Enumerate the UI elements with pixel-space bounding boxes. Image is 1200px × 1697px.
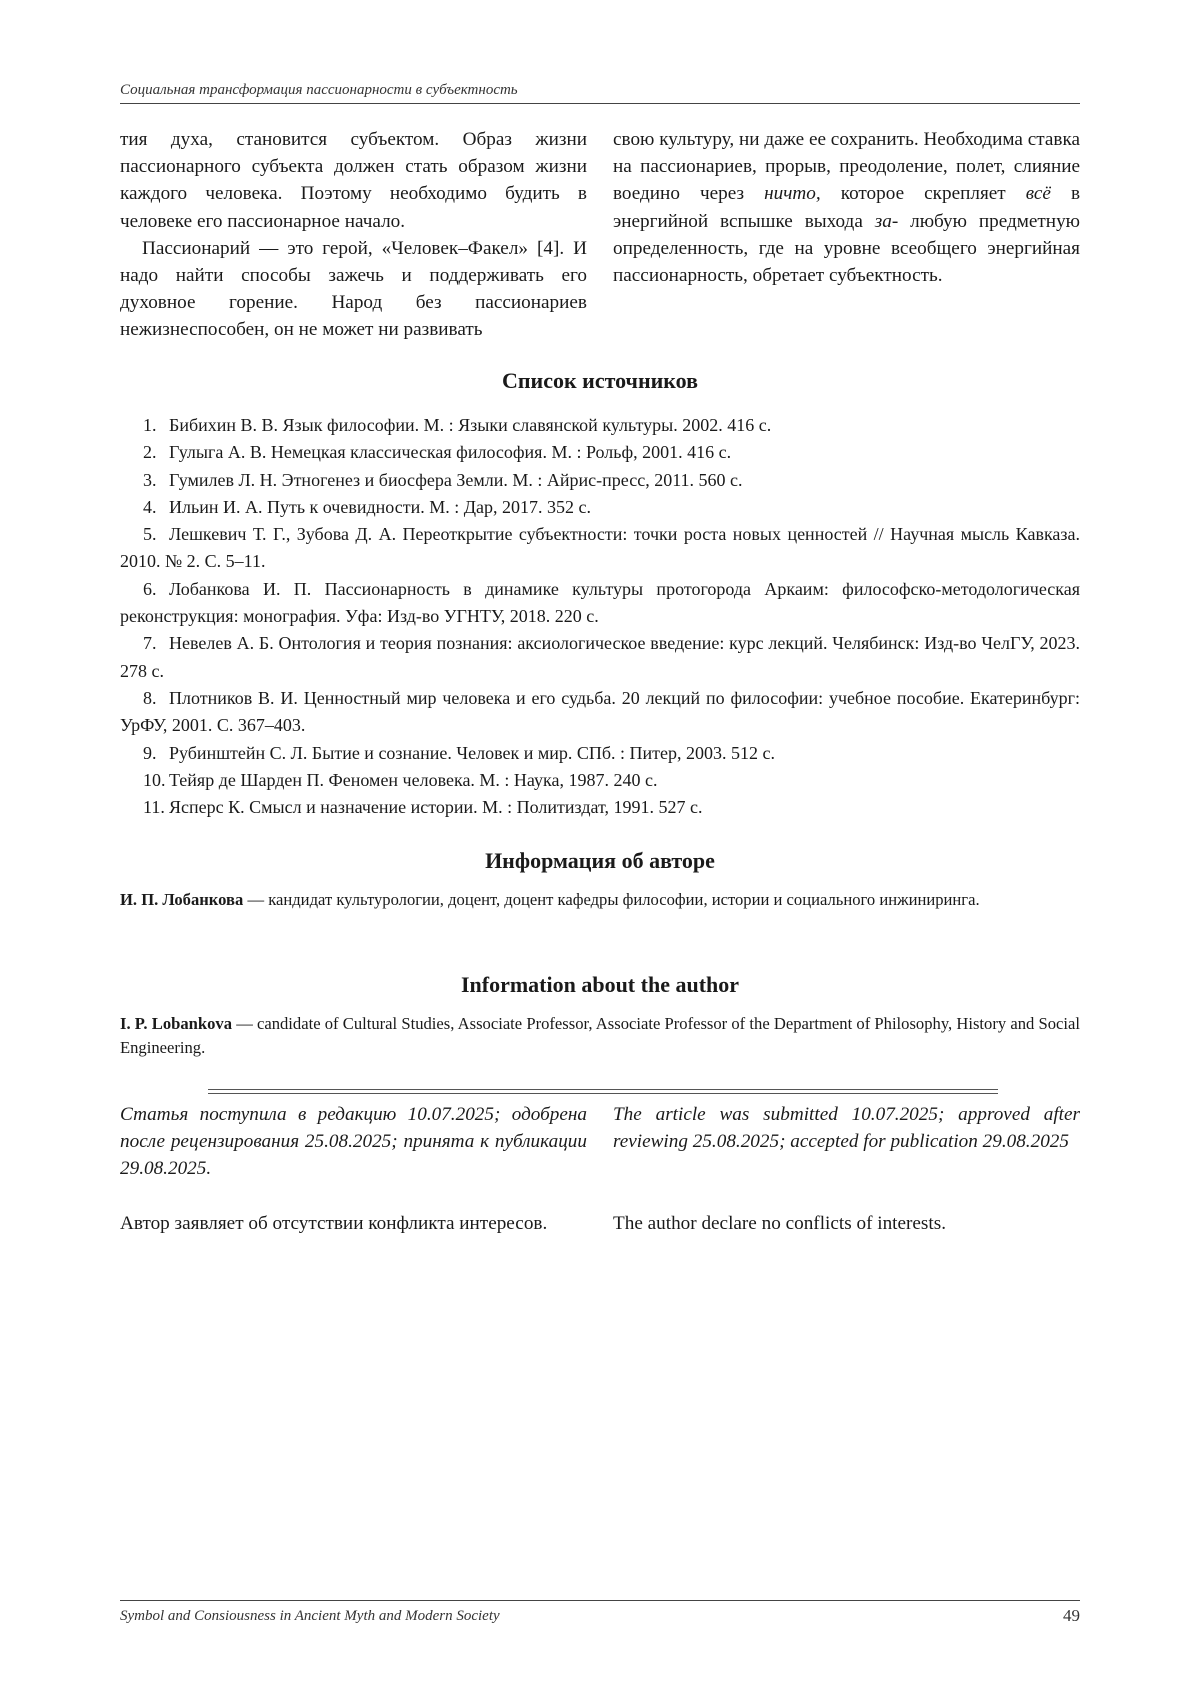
body-right-column (613, 126, 1080, 344)
reference-item (120, 521, 1080, 576)
emphasis: ничто, (764, 183, 821, 205)
reference-item (120, 439, 1080, 466)
reference-text: Гулыга А. В. Немецкая классическая философия. М. : Рольф, 2001. 416 с. (169, 442, 732, 463)
text-segment: которое скрепляет (820, 183, 1026, 205)
emphasis: за- (874, 210, 899, 232)
conflict-ru: Автор заявляет об отсутствии конфликта интересов. (120, 1213, 548, 1234)
reference-text: Плотников В. И. Ценностный мир человека и его судьба. 20 лекций по философии: учебное пособие. Екатеринбург: УрФУ, 2001. С. 367–403. (120, 687, 1080, 736)
reference-number: 8. (143, 687, 157, 708)
conflict-ru-column (120, 1210, 587, 1237)
conflict-statement (120, 1210, 1080, 1237)
running-head: Социальная трансформация пассионарности в субъектность (120, 82, 1080, 104)
reference-text: Лобанкова И. П. Пассионарность в динамике культуры протогорода Аркаим: философско-методологическая реконструкция: монография. Уфа: Изд-во УГНТУ, 2018. 220 с. (120, 578, 1080, 627)
reference-text: Бибихин В. В. Язык философии. М. : Языки славянской культуры. 2002. 416 с. (169, 415, 772, 435)
reference-item (120, 685, 1080, 740)
reference-text: Тейяр де Шарден П. Феномен человека. М. : Наука, 1987. 240 с. (169, 769, 658, 790)
reference-text: Ясперс К. Смысл и назначение истории. М. : Политиздат, 1991. 527 с. (169, 797, 703, 818)
author-info-en-title: Information about the author (460, 972, 740, 997)
references-title: Список источников (501, 368, 699, 393)
reference-number: 11. (143, 797, 165, 818)
reference-item (120, 412, 1080, 439)
reference-item (120, 630, 1080, 685)
reference-item (120, 467, 1080, 494)
reference-item (120, 794, 1080, 821)
history-ru: Статья поступила в редакцию 10.07.2025; одобрена после рецензирования 25.08.2025; принята к публикации 29.08.2025. (120, 1104, 587, 1180)
history-ru-column (120, 1101, 587, 1183)
reference-text: Рубинштейн С. Л. Бытие и сознание. Человек и мир. СПб. : Питер, 2003. 512 с. (169, 742, 776, 763)
section-divider (208, 1089, 998, 1094)
conflict-en-column (613, 1210, 1080, 1237)
page-number: 49 (1063, 1606, 1080, 1625)
history-en: The article was submitted 10.07.2025; approved after reviewing 25.08.2025; accepted for publication 29.08.2025 (613, 1104, 1080, 1153)
reference-number: 9. (143, 742, 157, 763)
history-en-column (613, 1101, 1080, 1183)
article-body (120, 126, 1080, 344)
reference-item (120, 576, 1080, 631)
reference-text: Ильин И. А. Путь к очевидности. М. : Дар, 2017. 352 с. (169, 496, 591, 517)
page (120, 0, 1080, 1697)
reference-list (120, 412, 1080, 821)
text-segment: любую предметную определенность, где на уровне всеобщего энергийная пассионарность, обретает субъектность. (613, 210, 1081, 287)
reference-text: Гумилев Л. Н. Этногенез и биосфера Земли. М. : Айрис-пресс, 2011. 560 с. (169, 469, 743, 490)
body-paragraph: Пассионарий — это герой, «Человек–Факел» [4]. И надо найти способы зажечь и поддерживать его духовное горение. Народ без пассионариев нежизнеспособен, он не может ни развивать (120, 237, 587, 341)
reference-item (120, 494, 1080, 521)
article-history (120, 1101, 1080, 1183)
text-segment: в энергийной вспышке выхода (613, 183, 1081, 232)
reference-number: 1. (143, 415, 157, 435)
reference-number: 5. (143, 524, 157, 545)
reference-number: 2. (143, 442, 157, 463)
reference-text: Лешкевич Т. Г., Зубова Д. А. Переоткрытие субъектности: точки роста новых ценностей // Научная мысль Кавказа. 2010. № 2. С. 5–11. (120, 524, 1080, 572)
conflict-en: The author declare no conflicts of interests. (613, 1213, 946, 1234)
reference-number: 4. (143, 496, 157, 517)
emphasis: всё (1025, 183, 1051, 205)
author-description-ru: — кандидат культурологии, доцент, доцент кафедры философии, истории и социального инжиниринга. (243, 890, 980, 909)
author-name-ru: И. П. Лобанкова (120, 890, 244, 909)
author-info-ru-title: Информация об авторе (485, 848, 715, 873)
author-name-en: I. P. Lobankova (120, 1014, 232, 1033)
text-segment: свою культуру, ни даже ее сохранить. Необходима ставка на пассионариев, прорыв, преодоление, полет, слияние воедино через (613, 129, 1080, 205)
author-info-ru (120, 888, 1080, 912)
reference-item (120, 740, 1080, 767)
reference-number: 10. (143, 769, 166, 790)
reference-number: 3. (143, 469, 157, 490)
reference-item (120, 767, 1080, 794)
body-left-column (120, 126, 587, 344)
reference-text: Невелев А. Б. Онтология и теория познания: аксиологическое введение: курс лекций. Челябинск: Изд-во ЧелГУ, 2023. 278 с. (120, 633, 1080, 681)
body-paragraph (613, 126, 1080, 289)
footer-rule (120, 1600, 1080, 1601)
author-info-en (120, 1012, 1080, 1060)
author-description-en: — candidate of Cultural Studies, Associate Professor, Associate Professor of the Department of Philosophy, History and Social Engineering. (120, 1014, 1080, 1057)
reference-number: 6. (143, 578, 157, 599)
body-paragraph: тия духа, становится субъектом. Образ жизни пассионарного субъекта должен стать образом жизни каждого человека. Поэтому необходимо будить в человеке его пассионарное начало. (120, 129, 587, 232)
reference-number: 7. (143, 633, 157, 654)
footer-journal-title: Symbol and Consiousness in Ancient Myth and Modern Society (120, 1608, 500, 1624)
